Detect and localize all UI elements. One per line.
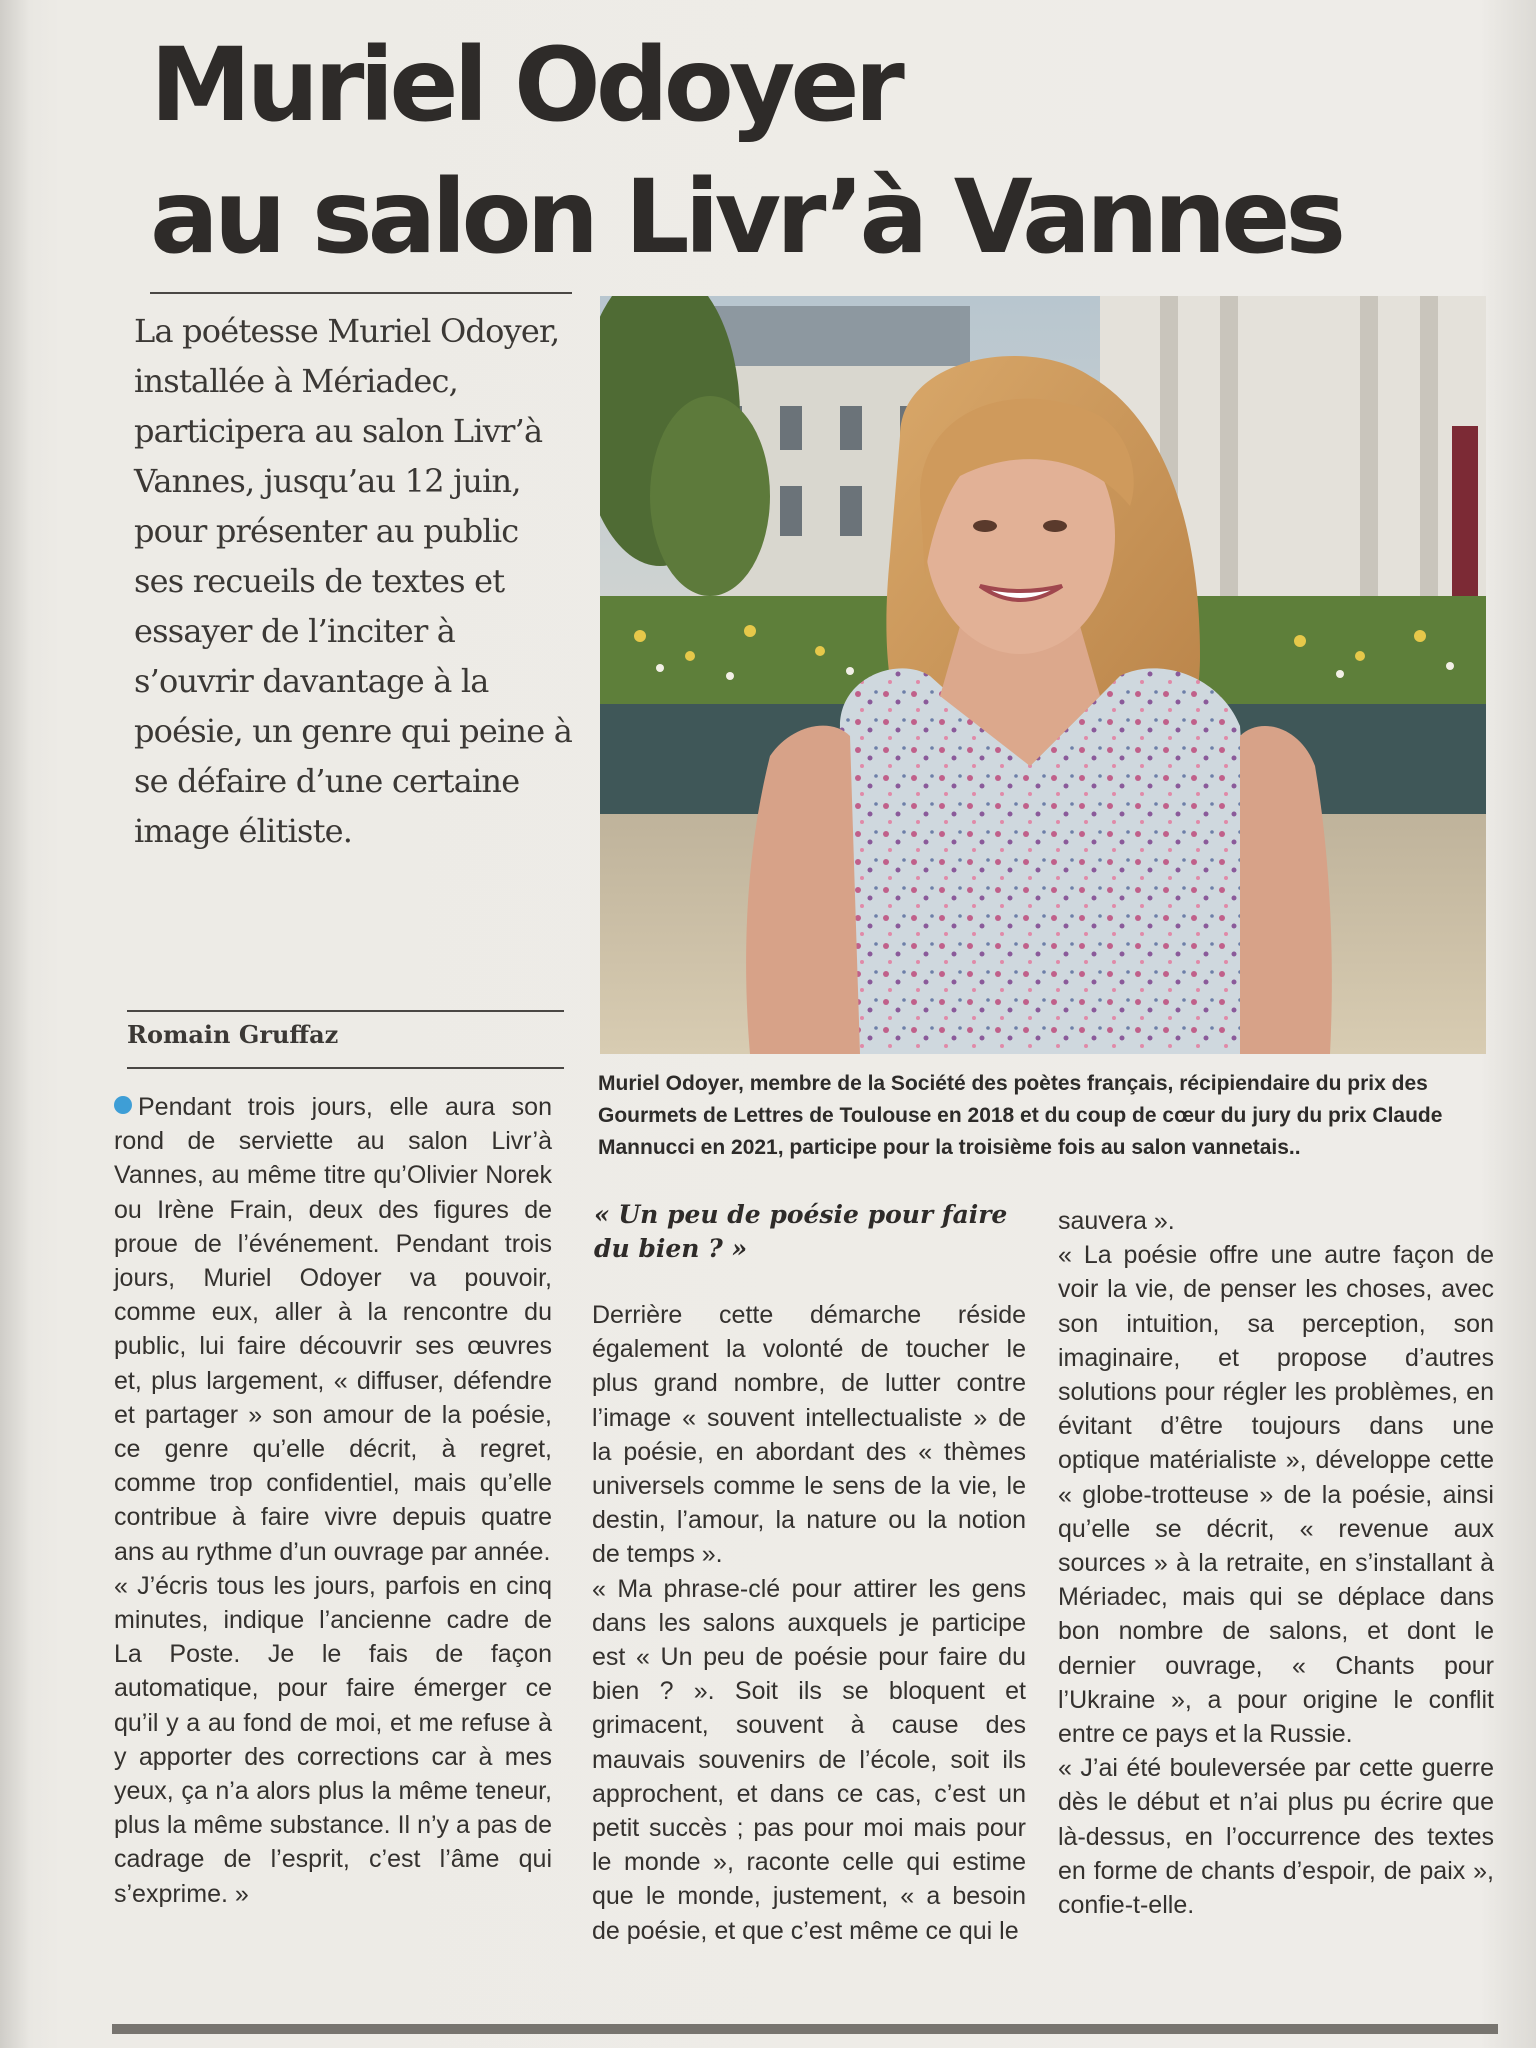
byline-bottom-rule [127,1067,564,1069]
article-photo [600,296,1486,1054]
intertitle: « Un peu de poésie pour faire du bien ? » [594,1200,1008,1263]
column-3-paragraph-2: « J’ai été bouleversée par cette guerre dès le début et n’ai plus pu écrire que là-dessus, en l’occurrence des textes en forme de chants d’espoir, de paix », confie-t-elle. [1058,1754,1494,1920]
headline [150,20,1410,284]
column-3 [1058,1204,1494,1922]
column-1-paragraph-1-text: Pendant trois jours, elle aura son rond de serviette au salon Livr’à Vannes, au même titre qu’Olivier Norek ou Irène Frain, deux des figures de proue de l’événement. Pendant trois jours, Muriel Odoyer va pouvoir, comme eux, aller à la rencontre du public, lui faire découvrir ses œuvres et, plus largement, « diffuser, défendre et partager » son amour de la poésie, ce genre qu’elle décrit, à regret, comme trop confidentiel, mais qu’elle contribue à faire vivre depuis quatre ans au rythme d’un ouvrage par année. [114,1093,552,1566]
column-1 [114,1090,552,1911]
headline-line-2: au salon Livr’à Vannes [150,158,1342,277]
column-3-paragraph-1: « La poésie offre une autre façon de voir la vie, de penser les choses, avec son intuition, sa perception, son imaginaire, et propose d’autres solutions pour régler les problèmes, en évitant d’être toujours dans une optique matérialiste », développe cette « globe-trotteuse » de la poésie, ainsi qu’elle se décrit, « revenue aux sources » à la retraite, en s’installant à Mériadec, mais qui se déplace dans bon nombre de salons, et dont le dernier ouvrage, « Chants pour l’Ukraine », a pour origine le conflit entre ce pays et la Russie. [1058,1241,1494,1749]
chapo-top-rule [150,292,572,294]
column-1-paragraph-1 [114,1090,552,1569]
bullet-dot-icon [114,1096,132,1114]
photo-caption: Muriel Odoyer, membre de la Société des poètes français, récipiendaire du prix des Gourmets de Lettres de Toulouse en 2018 et du coup de cœur du jury du prix Claude Mannucci en 2021, participe pour la troisième fois au salon vannetais.. [598,1072,1443,1159]
section-kicker [150,0,350,10]
column-1-paragraph-2: « J’écris tous les jours, parfois en cinq minutes, indique l’ancienne cadre de La Poste. Je le fais de façon automatique, pour faire émerger ce qu’il y a au fond de moi, et me refuse à y apporter des corrections car à mes yeux, ça n’a alors plus la même teneur, plus la même substance. Il n’y a pas de cadrage de l’esprit, c’est l’âme qui s’exprime. » [114,1571,552,1908]
headline-line-1: Muriel Odoyer [150,26,900,145]
column-3-paragraph-0: sauvera ». [1058,1207,1175,1235]
column-2 [592,1298,1026,1948]
bottom-rule [112,2024,1498,2034]
byline: Romain Gruffaz [127,1020,339,1049]
photo-illustration [600,296,1486,1054]
column-2-paragraph-1: Derrière cette démarche réside également la volonté de toucher le plus grand nombre, de lutter contre l’image « souvent intellectualiste » de la poésie, en abordant des « thèmes universels comme le sens de la vie, le destin, l’amour, la nature ou la notion de temps ». [592,1301,1026,1569]
column-2-paragraph-2: « Ma phrase-clé pour attirer les gens dans les salons auxquels je participe est « Un peu de poésie pour faire du bien ? ». Soit ils se bloquent et grimacent, souvent à cause des mauvais souvenirs de l’école, soit ils approchent, et dans ce cas, c’est un petit succès ; pas pour moi mais pour le monde », raconte celle qui estime que le monde, justement, « a besoin de poésie, et que c’est même ce qui le [592,1574,1026,1945]
byline-top-rule [127,1010,564,1012]
chapo-text: La poétesse Muriel Odoyer, installée à Mériadec, participera au salon Livr’à Vannes, jusqu’au 12 juin, pour présenter au public ses recueils de textes et essayer de l’inciter à s’ouvrir davantage à la poésie, un genre qui peine à se défaire d’une certaine image élitiste. [134,312,573,850]
